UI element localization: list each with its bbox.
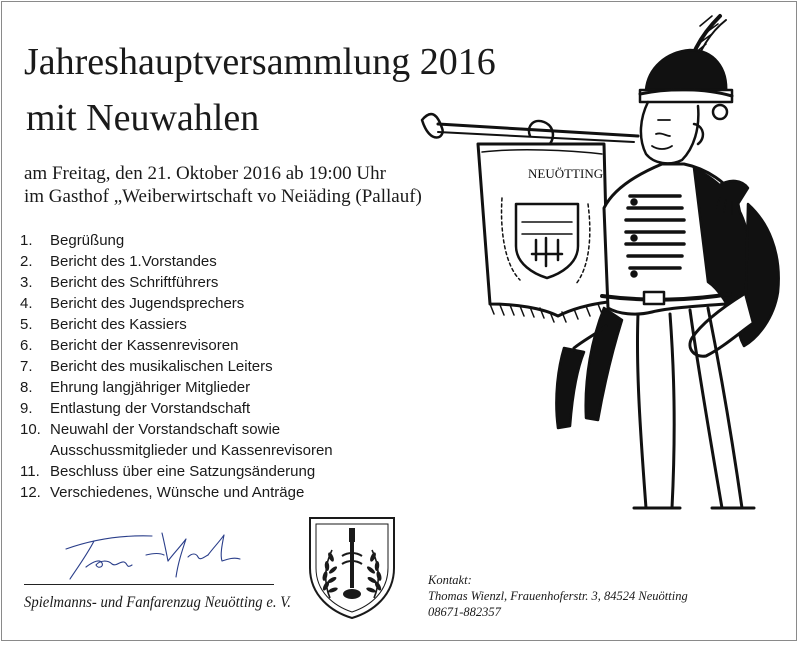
agenda-number: 7. bbox=[20, 358, 33, 375]
page-title: Jahreshauptversammlung 2016 bbox=[24, 41, 496, 83]
agenda-number: 6. bbox=[20, 337, 33, 354]
agenda-number: 1. bbox=[20, 232, 33, 249]
agenda-text: Begrüßung bbox=[50, 232, 125, 249]
contact-label: Kontakt: bbox=[428, 573, 472, 587]
agenda-number: 5. bbox=[20, 316, 33, 333]
agenda-number: 12. bbox=[20, 484, 41, 501]
agenda-number: 10. bbox=[20, 421, 41, 438]
agenda-text: Bericht des musikalischen Leiters bbox=[50, 358, 273, 375]
agenda-text: Ehrung langjähriger Mitglieder bbox=[50, 379, 251, 396]
agenda-text: Neuwahl der Vorstandschaft sowie Ausschussmitglieder und Kassenrevisoren bbox=[50, 421, 333, 459]
agenda-number: 3. bbox=[20, 274, 33, 291]
event-location: im Gasthof „Weiberwirtschaft vo Neiäding (Pallauf) bbox=[24, 186, 422, 207]
agenda-text: Bericht der Kassenrevisoren bbox=[50, 337, 239, 354]
agenda-number: 11. bbox=[20, 463, 40, 480]
contact-phone: 08671-882357 bbox=[428, 605, 501, 619]
event-date: am Freitag, den 21. Oktober 2016 ab 19:00 Uhr bbox=[24, 163, 386, 184]
fanfare-player-illustration bbox=[408, 8, 792, 520]
agenda-number: 2. bbox=[20, 253, 33, 270]
page-subtitle: mit Neuwahlen bbox=[26, 97, 260, 139]
agenda-number: 4. bbox=[20, 295, 33, 312]
contact-address: Thomas Wienzl, Frauenhoferstr. 3, 84524 Neuötting bbox=[428, 589, 688, 603]
agenda-text: Bericht des Schriftführers bbox=[50, 274, 219, 291]
agenda-number: 8. bbox=[20, 379, 33, 396]
organization-name: Spielmanns- und Fanfarenzug Neuötting e. V. bbox=[24, 594, 291, 611]
agenda-text: Beschluss über eine Satzungsänderung bbox=[50, 463, 316, 480]
contact-block bbox=[428, 572, 688, 620]
signature-icon bbox=[64, 527, 254, 585]
signature-line bbox=[24, 584, 274, 585]
agenda-text: Verschiedenes, Wünsche und Anträge bbox=[50, 484, 305, 501]
banner-lettering: NEUÖTTING bbox=[528, 166, 604, 181]
event-info bbox=[24, 162, 422, 208]
agenda-text: Entlastung der Vorstandschaft bbox=[50, 400, 251, 417]
agenda-text: Bericht des Jugendsprechers bbox=[50, 295, 245, 312]
agenda-text: Bericht des 1.Vorstandes bbox=[50, 253, 217, 270]
coat-of-arms-icon bbox=[304, 514, 400, 620]
invitation-page bbox=[1, 1, 797, 641]
agenda-number: 9. bbox=[20, 400, 33, 417]
agenda-text: Bericht des Kassiers bbox=[50, 316, 187, 333]
